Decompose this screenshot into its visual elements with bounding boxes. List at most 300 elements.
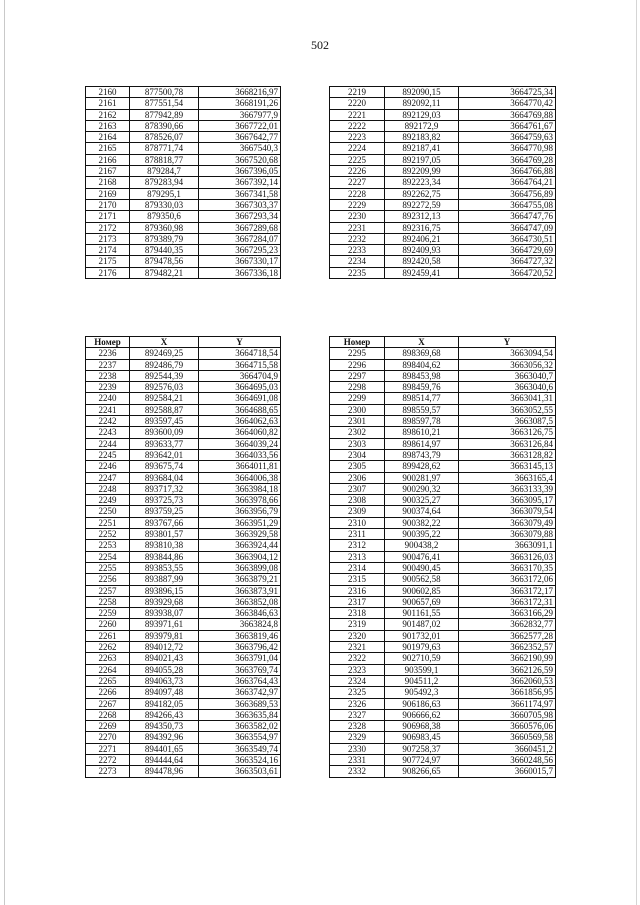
- point-number-cell: 2315: [330, 574, 385, 585]
- table-row: [86, 449, 281, 460]
- x-coordinate-cell: 892312,13: [385, 211, 459, 222]
- point-number-cell: 2302: [330, 427, 385, 438]
- table-row: [86, 630, 281, 641]
- x-coordinate-cell: 894444,64: [130, 754, 199, 765]
- y-coordinate-cell: 3663819,46: [199, 630, 281, 641]
- point-number-cell: 2313: [330, 551, 385, 562]
- table-row: [330, 188, 556, 199]
- y-coordinate-cell: 3663056,32: [459, 359, 556, 370]
- x-coordinate-cell: 877551,54: [130, 98, 199, 109]
- y-coordinate-cell: 3664033,56: [199, 449, 281, 460]
- y-coordinate-cell: 3664062,63: [199, 416, 281, 427]
- y-coordinate-cell: 3664730,51: [459, 233, 556, 244]
- table-header-row: [86, 337, 281, 348]
- y-coordinate-cell: 3668191,26: [199, 98, 281, 109]
- x-coordinate-cell: 893810,38: [130, 540, 199, 551]
- y-coordinate-cell: 3664770,42: [459, 98, 556, 109]
- y-coordinate-cell: 3663873,91: [199, 585, 281, 596]
- point-number-cell: 2268: [86, 709, 130, 720]
- y-coordinate-cell: 3664688,65: [199, 404, 281, 415]
- x-coordinate-cell: 893979,81: [130, 630, 199, 641]
- table-row: [86, 256, 281, 267]
- coordinates-table-bottom-right: [329, 336, 556, 778]
- table-row: [86, 540, 281, 551]
- point-number-cell: 2265: [86, 675, 130, 686]
- point-number-cell: 2229: [330, 199, 385, 210]
- y-coordinate-cell: 3667336,18: [199, 267, 281, 278]
- y-coordinate-cell: 3664011,81: [199, 461, 281, 472]
- table-row: [86, 754, 281, 765]
- point-number-cell: 2230: [330, 211, 385, 222]
- point-number-cell: 2234: [330, 256, 385, 267]
- x-coordinate-cell: 893684,04: [130, 472, 199, 483]
- table-row: [86, 188, 281, 199]
- x-coordinate-cell: 902710,59: [385, 653, 459, 664]
- point-number-cell: 2233: [330, 245, 385, 256]
- table-row: [330, 199, 556, 210]
- table-row: [86, 675, 281, 686]
- point-number-cell: 2166: [86, 154, 130, 165]
- table-row: [330, 233, 556, 244]
- x-coordinate-cell: 892409,93: [385, 245, 459, 256]
- y-coordinate-cell: 3664764,21: [459, 177, 556, 188]
- x-coordinate-cell: 879482,21: [130, 267, 199, 278]
- y-coordinate-cell: 3663796,42: [199, 642, 281, 653]
- y-coordinate-cell: 3663879,21: [199, 574, 281, 585]
- x-coordinate-cell: 879284,7: [130, 166, 199, 177]
- y-coordinate-cell: 3663166,29: [459, 608, 556, 619]
- x-coordinate-cell: 879330,03: [130, 199, 199, 210]
- y-coordinate-cell: 3663094,54: [459, 348, 556, 359]
- point-number-cell: 2220: [330, 98, 385, 109]
- x-coordinate-cell: 894021,43: [130, 653, 199, 664]
- point-number-cell: 2249: [86, 495, 130, 506]
- y-coordinate-cell: 3667977,9: [199, 109, 281, 120]
- point-number-cell: 2318: [330, 608, 385, 619]
- y-coordinate-cell: 3664039,24: [199, 438, 281, 449]
- table-row: [86, 109, 281, 120]
- x-coordinate-cell: 898453,98: [385, 370, 459, 381]
- table-row: [330, 721, 556, 732]
- table-row: [330, 664, 556, 675]
- table-row: [330, 109, 556, 120]
- table-row: [86, 574, 281, 585]
- y-coordinate-cell: 3667392,14: [199, 177, 281, 188]
- x-coordinate-cell: 898369,68: [385, 348, 459, 359]
- table-row: [86, 98, 281, 109]
- table-row: [330, 743, 556, 754]
- table-row: [330, 256, 556, 267]
- x-coordinate-cell: 901487,02: [385, 619, 459, 630]
- table-row: [86, 245, 281, 256]
- y-coordinate-cell: 3660569,58: [459, 732, 556, 743]
- x-coordinate-cell: 892172,9: [385, 120, 459, 131]
- x-coordinate-cell: 900325,27: [385, 495, 459, 506]
- y-coordinate-cell: 3663929,58: [199, 529, 281, 540]
- y-coordinate-cell: 3663172,17: [459, 585, 556, 596]
- x-coordinate-cell: 898614,97: [385, 438, 459, 449]
- point-number-cell: 2267: [86, 698, 130, 709]
- y-coordinate-cell: 3663742,97: [199, 687, 281, 698]
- header-y: Y: [199, 337, 281, 348]
- y-coordinate-cell: 3663549,74: [199, 743, 281, 754]
- point-number-cell: 2297: [330, 370, 385, 381]
- y-coordinate-cell: 3667642,77: [199, 132, 281, 143]
- y-coordinate-cell: 3660451,2: [459, 743, 556, 754]
- x-coordinate-cell: 900657,69: [385, 596, 459, 607]
- x-coordinate-cell: 893600,09: [130, 427, 199, 438]
- y-coordinate-cell: 3667330,17: [199, 256, 281, 267]
- x-coordinate-cell: 892406,21: [385, 233, 459, 244]
- x-coordinate-cell: 904511,2: [385, 675, 459, 686]
- table-row: [86, 551, 281, 562]
- point-number-cell: 2244: [86, 438, 130, 449]
- y-coordinate-cell: 3664759,63: [459, 132, 556, 143]
- x-coordinate-cell: 892187,41: [385, 143, 459, 154]
- y-coordinate-cell: 3663095,17: [459, 495, 556, 506]
- point-number-cell: 2271: [86, 743, 130, 754]
- y-coordinate-cell: 3664720,52: [459, 267, 556, 278]
- y-coordinate-cell: 3664727,32: [459, 256, 556, 267]
- y-coordinate-cell: 3663041,31: [459, 393, 556, 404]
- x-coordinate-cell: 892316,75: [385, 222, 459, 233]
- y-coordinate-cell: 3663172,31: [459, 596, 556, 607]
- table-row: [86, 461, 281, 472]
- y-coordinate-cell: 3664725,34: [459, 87, 556, 98]
- point-number-cell: 2238: [86, 370, 130, 381]
- y-coordinate-cell: 3664715,58: [199, 359, 281, 370]
- table-row: [330, 709, 556, 720]
- y-coordinate-cell: 3663524,16: [199, 754, 281, 765]
- point-number-cell: 2306: [330, 472, 385, 483]
- x-coordinate-cell: 892272,59: [385, 199, 459, 210]
- table-row: [330, 551, 556, 562]
- x-coordinate-cell: 894012,72: [130, 642, 199, 653]
- point-number-cell: 2305: [330, 461, 385, 472]
- point-number-cell: 2175: [86, 256, 130, 267]
- y-coordinate-cell: 3668216,97: [199, 87, 281, 98]
- x-coordinate-cell: 893853,55: [130, 562, 199, 573]
- point-number-cell: 2237: [86, 359, 130, 370]
- point-number-cell: 2165: [86, 143, 130, 154]
- y-coordinate-cell: 3663904,12: [199, 551, 281, 562]
- x-coordinate-cell: 894350,73: [130, 721, 199, 732]
- y-coordinate-cell: 3667295,23: [199, 245, 281, 256]
- point-number-cell: 2255: [86, 562, 130, 573]
- x-coordinate-cell: 905492,3: [385, 687, 459, 698]
- x-coordinate-cell: 892262,75: [385, 188, 459, 199]
- x-coordinate-cell: 892544,39: [130, 370, 199, 381]
- y-coordinate-cell: 3663978,66: [199, 495, 281, 506]
- y-coordinate-cell: 3667396,05: [199, 166, 281, 177]
- x-coordinate-cell: 892584,21: [130, 393, 199, 404]
- table-row: [86, 404, 281, 415]
- y-coordinate-cell: 3664060,82: [199, 427, 281, 438]
- table-row: [330, 143, 556, 154]
- x-coordinate-cell: 879283,94: [130, 177, 199, 188]
- point-number-cell: 2295: [330, 348, 385, 359]
- table-row: [330, 98, 556, 109]
- y-coordinate-cell: 3664761,67: [459, 120, 556, 131]
- point-number-cell: 2247: [86, 472, 130, 483]
- y-coordinate-cell: 3664729,69: [459, 245, 556, 256]
- point-number-cell: 2236: [86, 348, 130, 359]
- table-row: [86, 87, 281, 98]
- x-coordinate-cell: 899428,62: [385, 461, 459, 472]
- y-coordinate-cell: 3663079,49: [459, 517, 556, 528]
- point-number-cell: 2231: [330, 222, 385, 233]
- y-coordinate-cell: 3663170,35: [459, 562, 556, 573]
- point-number-cell: 2223: [330, 132, 385, 143]
- table-row: [86, 608, 281, 619]
- point-number-cell: 2325: [330, 687, 385, 698]
- point-number-cell: 2250: [86, 506, 130, 517]
- point-number-cell: 2176: [86, 267, 130, 278]
- table-row: [330, 166, 556, 177]
- table-row: [330, 562, 556, 573]
- y-coordinate-cell: 3667520,68: [199, 154, 281, 165]
- x-coordinate-cell: 898404,62: [385, 359, 459, 370]
- point-number-cell: 2330: [330, 743, 385, 754]
- table-row: [330, 574, 556, 585]
- x-coordinate-cell: 893887,99: [130, 574, 199, 585]
- point-number-cell: 2260: [86, 619, 130, 630]
- y-coordinate-cell: 3663503,61: [199, 766, 281, 777]
- table-row: [330, 154, 556, 165]
- table-row: [330, 653, 556, 664]
- table-row: [86, 438, 281, 449]
- y-coordinate-cell: 3663689,53: [199, 698, 281, 709]
- point-number-cell: 2221: [330, 109, 385, 120]
- x-coordinate-cell: 906968,38: [385, 721, 459, 732]
- y-coordinate-cell: 3663899,08: [199, 562, 281, 573]
- scan-edge-right: [636, 0, 637, 905]
- x-coordinate-cell: 893896,15: [130, 585, 199, 596]
- x-coordinate-cell: 892420,58: [385, 256, 459, 267]
- x-coordinate-cell: 879295,1: [130, 188, 199, 199]
- point-number-cell: 2329: [330, 732, 385, 743]
- table-row: [330, 222, 556, 233]
- table-row: [330, 698, 556, 709]
- table-row: [86, 585, 281, 596]
- x-coordinate-cell: 900562,58: [385, 574, 459, 585]
- x-coordinate-cell: 894055,28: [130, 664, 199, 675]
- table-row: [330, 585, 556, 596]
- y-coordinate-cell: 3663554,97: [199, 732, 281, 743]
- x-coordinate-cell: 892588,87: [130, 404, 199, 415]
- x-coordinate-cell: 877500,78: [130, 87, 199, 98]
- header-number: Номер: [330, 337, 385, 348]
- point-number-cell: 2227: [330, 177, 385, 188]
- x-coordinate-cell: 879350,6: [130, 211, 199, 222]
- x-coordinate-cell: 901979,63: [385, 642, 459, 653]
- point-number-cell: 2245: [86, 449, 130, 460]
- y-coordinate-cell: 3663040,7: [459, 370, 556, 381]
- x-coordinate-cell: 894182,05: [130, 698, 199, 709]
- y-coordinate-cell: 3660015,7: [459, 766, 556, 777]
- x-coordinate-cell: 906666,62: [385, 709, 459, 720]
- y-coordinate-cell: 3663087,5: [459, 416, 556, 427]
- table-row: [86, 393, 281, 404]
- x-coordinate-cell: 892486,79: [130, 359, 199, 370]
- x-coordinate-cell: 907724,97: [385, 754, 459, 765]
- table-row: [330, 619, 556, 630]
- x-coordinate-cell: 900602,85: [385, 585, 459, 596]
- point-number-cell: 2226: [330, 166, 385, 177]
- point-number-cell: 2310: [330, 517, 385, 528]
- point-number-cell: 2317: [330, 596, 385, 607]
- point-number-cell: 2298: [330, 382, 385, 393]
- point-number-cell: 2321: [330, 642, 385, 653]
- table-row: [86, 199, 281, 210]
- y-coordinate-cell: 3663079,54: [459, 506, 556, 517]
- table-row: [86, 619, 281, 630]
- table-row: [330, 529, 556, 540]
- x-coordinate-cell: 900490,45: [385, 562, 459, 573]
- table-row: [330, 506, 556, 517]
- point-number-cell: 2225: [330, 154, 385, 165]
- y-coordinate-cell: 3663172,06: [459, 574, 556, 585]
- x-coordinate-cell: 898610,21: [385, 427, 459, 438]
- point-number-cell: 2320: [330, 630, 385, 641]
- table-row: [330, 359, 556, 370]
- x-coordinate-cell: 900382,22: [385, 517, 459, 528]
- x-coordinate-cell: 893938,07: [130, 608, 199, 619]
- point-number-cell: 2224: [330, 143, 385, 154]
- x-coordinate-cell: 900290,32: [385, 483, 459, 494]
- point-number-cell: 2252: [86, 529, 130, 540]
- x-coordinate-cell: 892576,03: [130, 382, 199, 393]
- point-number-cell: 2332: [330, 766, 385, 777]
- table-row: [86, 359, 281, 370]
- y-coordinate-cell: 3663824,8: [199, 619, 281, 630]
- table-row: [86, 687, 281, 698]
- table-row: [330, 177, 556, 188]
- table-row: [86, 506, 281, 517]
- y-coordinate-cell: 3663846,63: [199, 608, 281, 619]
- point-number-cell: 2312: [330, 540, 385, 551]
- table-row: [86, 743, 281, 754]
- point-number-cell: 2240: [86, 393, 130, 404]
- table-row: [330, 732, 556, 743]
- point-number-cell: 2299: [330, 393, 385, 404]
- point-number-cell: 2162: [86, 109, 130, 120]
- table-row: [330, 483, 556, 494]
- table-row: [330, 267, 556, 278]
- table-row: [330, 132, 556, 143]
- point-number-cell: 2161: [86, 98, 130, 109]
- table-row: [86, 132, 281, 143]
- point-number-cell: 2331: [330, 754, 385, 765]
- point-number-cell: 2259: [86, 608, 130, 619]
- x-coordinate-cell: 898597,78: [385, 416, 459, 427]
- point-number-cell: 2323: [330, 664, 385, 675]
- x-coordinate-cell: 901732,01: [385, 630, 459, 641]
- y-coordinate-cell: 3663133,39: [459, 483, 556, 494]
- y-coordinate-cell: 3662126,59: [459, 664, 556, 675]
- table-row: [330, 416, 556, 427]
- y-coordinate-cell: 3663165,4: [459, 472, 556, 483]
- x-coordinate-cell: 879440,35: [130, 245, 199, 256]
- x-coordinate-cell: 877942,89: [130, 109, 199, 120]
- point-number-cell: 2251: [86, 517, 130, 528]
- point-number-cell: 2174: [86, 245, 130, 256]
- point-number-cell: 2232: [330, 233, 385, 244]
- table-row: [330, 596, 556, 607]
- table-row: [86, 766, 281, 777]
- y-coordinate-cell: 3663079,88: [459, 529, 556, 540]
- table-row: [330, 393, 556, 404]
- table-row: [330, 245, 556, 256]
- y-coordinate-cell: 3663764,43: [199, 675, 281, 686]
- y-coordinate-cell: 3663951,29: [199, 517, 281, 528]
- x-coordinate-cell: 908266,65: [385, 766, 459, 777]
- x-coordinate-cell: 898459,76: [385, 382, 459, 393]
- point-number-cell: 2243: [86, 427, 130, 438]
- point-number-cell: 2172: [86, 222, 130, 233]
- point-number-cell: 2219: [330, 87, 385, 98]
- y-coordinate-cell: 3662060,53: [459, 675, 556, 686]
- y-coordinate-cell: 3663040,6: [459, 382, 556, 393]
- y-coordinate-cell: 3664770,98: [459, 143, 556, 154]
- y-coordinate-cell: 3667293,34: [199, 211, 281, 222]
- point-number-cell: 2307: [330, 483, 385, 494]
- y-coordinate-cell: 3661856,95: [459, 687, 556, 698]
- table-row: [330, 211, 556, 222]
- point-number-cell: 2262: [86, 642, 130, 653]
- table-header-row: [330, 337, 556, 348]
- x-coordinate-cell: 893675,74: [130, 461, 199, 472]
- point-number-cell: 2322: [330, 653, 385, 664]
- x-coordinate-cell: 900395,22: [385, 529, 459, 540]
- point-number-cell: 2228: [330, 188, 385, 199]
- table-row: [86, 382, 281, 393]
- point-number-cell: 2316: [330, 585, 385, 596]
- y-coordinate-cell: 3661174,97: [459, 698, 556, 709]
- point-number-cell: 2257: [86, 585, 130, 596]
- y-coordinate-cell: 3664704,9: [199, 370, 281, 381]
- y-coordinate-cell: 3663791,04: [199, 653, 281, 664]
- y-coordinate-cell: 3667284,07: [199, 233, 281, 244]
- x-coordinate-cell: 893844,86: [130, 551, 199, 562]
- x-coordinate-cell: 893801,57: [130, 529, 199, 540]
- x-coordinate-cell: 892090,15: [385, 87, 459, 98]
- point-number-cell: 2241: [86, 404, 130, 415]
- table-row: [86, 562, 281, 573]
- x-coordinate-cell: 906186,63: [385, 698, 459, 709]
- point-number-cell: 2253: [86, 540, 130, 551]
- y-coordinate-cell: 3663956,79: [199, 506, 281, 517]
- y-coordinate-cell: 3663769,74: [199, 664, 281, 675]
- coordinates-table-top-left: [85, 86, 281, 279]
- scan-edge-left: [4, 0, 5, 905]
- table-row: [330, 87, 556, 98]
- header-y: Y: [459, 337, 556, 348]
- table-row: [330, 461, 556, 472]
- x-coordinate-cell: 893971,61: [130, 619, 199, 630]
- point-number-cell: 2327: [330, 709, 385, 720]
- point-number-cell: 2169: [86, 188, 130, 199]
- x-coordinate-cell: 903599,1: [385, 664, 459, 675]
- table-row: [330, 675, 556, 686]
- point-number-cell: 2254: [86, 551, 130, 562]
- point-number-cell: 2242: [86, 416, 130, 427]
- point-number-cell: 2328: [330, 721, 385, 732]
- y-coordinate-cell: 3660576,06: [459, 721, 556, 732]
- point-number-cell: 2304: [330, 449, 385, 460]
- table-row: [330, 642, 556, 653]
- table-row: [86, 596, 281, 607]
